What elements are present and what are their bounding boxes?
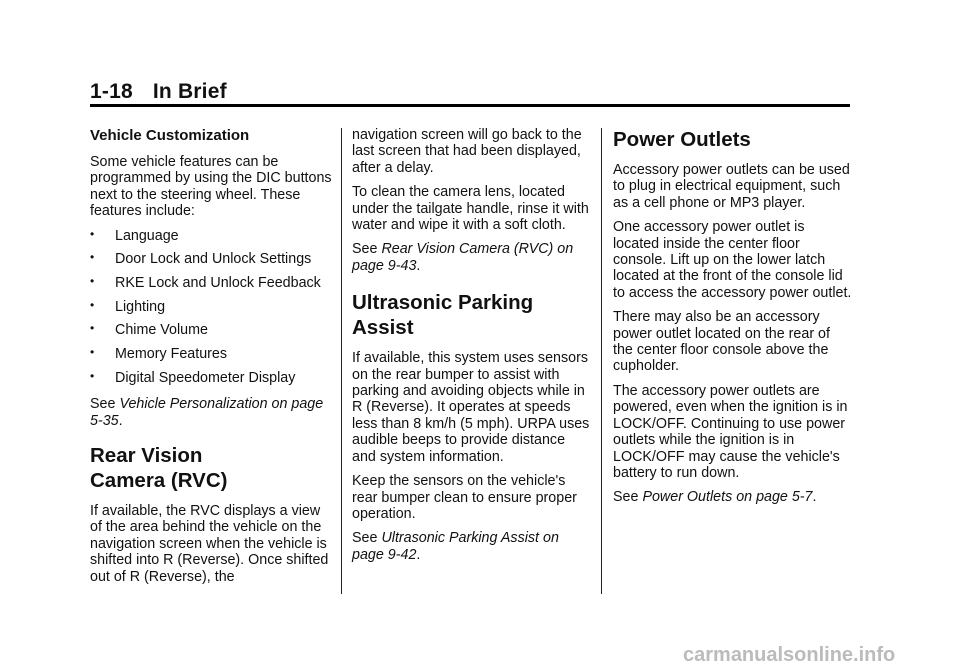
list-item xyxy=(90,346,336,362)
rear-power-outlet: There may also be an accessory power outlet located on the rear of the center floor console above the cupholder. xyxy=(613,309,830,375)
page-number: 1-18 xyxy=(90,80,133,103)
rvc-description-continued: navigation screen will go back to the last screen that had been displayed, after a delay. xyxy=(352,127,582,176)
cross-reference xyxy=(613,489,853,505)
rvc-heading-line1: Rear Vision xyxy=(90,444,203,468)
list-item xyxy=(90,228,336,244)
bullet-icon: • xyxy=(90,297,95,312)
period: . xyxy=(118,412,123,429)
camera-cleaning-text: To clean the camera lens, located under the tailgate handle, rinse it with water and wipe it with a soft cloth. xyxy=(352,184,589,234)
period: . xyxy=(416,546,421,563)
see-label: See xyxy=(352,530,378,547)
rvc-heading xyxy=(90,443,336,493)
feature-label: Language xyxy=(115,227,179,244)
reference-link[interactable]: Rear Vision Camera (RVC) on page 9-43 xyxy=(352,241,574,274)
reference-link[interactable]: Ultrasonic Parking Assist on page 9-42 xyxy=(352,530,559,563)
column-1 xyxy=(90,127,336,593)
column-divider xyxy=(341,128,342,594)
list-item xyxy=(90,275,336,291)
feature-label: RKE Lock and Unlock Feedback xyxy=(115,275,321,292)
vehicle-customization-heading: Vehicle Customization xyxy=(90,127,250,144)
bullet-icon: • xyxy=(90,250,95,265)
bullet-icon: • xyxy=(90,321,95,336)
feature-label: Lighting xyxy=(115,298,166,315)
column-2 xyxy=(352,127,592,571)
list-item xyxy=(90,322,336,338)
see-label: See xyxy=(613,489,639,506)
upa-maintenance-text: Keep the sensors on the vehicle's rear bumper clean to ensure proper operation. xyxy=(352,473,577,522)
list-item xyxy=(90,370,336,386)
list-item xyxy=(90,299,336,315)
bullet-icon: • xyxy=(90,368,95,383)
cross-reference xyxy=(90,396,336,429)
rvc-heading-line2: Camera (RVC) xyxy=(90,469,228,493)
power-outlets-intro: Accessory power outlets can be used to plug in electrical equipment, such as a cell phone or MP3 player. xyxy=(613,162,850,211)
watermark: carmanualsonline.info xyxy=(683,644,896,666)
feature-label: Memory Features xyxy=(115,346,228,363)
see-label: See xyxy=(90,396,116,413)
customization-intro: Some vehicle features can be programmed by using the DIC buttons next to the steering wheel. These features include: xyxy=(90,154,332,220)
rvc-description: If available, the RVC displays a view of the area behind the vehicle on the navigation screen when the vehicle is shifted into R (Reverse). Once shifted out of R (Reverse), the xyxy=(90,503,329,585)
header-rule xyxy=(90,104,850,107)
feature-label: Chime Volume xyxy=(115,322,208,339)
feature-list xyxy=(90,228,336,387)
feature-label: Digital Speedometer Display xyxy=(115,369,296,386)
cross-reference xyxy=(352,530,592,563)
bullet-icon: • xyxy=(90,274,95,289)
section-title: In Brief xyxy=(152,80,227,103)
column-3 xyxy=(613,127,853,514)
see-label: See xyxy=(352,241,378,258)
ultrasonic-parking-assist-heading: Ultrasonic Parking Assist xyxy=(352,291,534,340)
period: . xyxy=(416,257,421,274)
power-outlet-location: One accessory power outlet is located inside the center floor console. Lift up on the lower latch located at the front of the console lid to access the accessory power outlet. xyxy=(613,219,852,301)
reference-link[interactable]: Vehicle Personalization on page 5-35 xyxy=(90,396,324,429)
bullet-icon: • xyxy=(90,345,95,360)
power-outlet-ignition-note: The accessory power outlets are powered, even when the ignition is in LOCK/OFF. Continuing to use power outlets while the ignition is in LOCK/OFF may cause the vehicle's battery to run down. xyxy=(613,382,848,481)
page-header xyxy=(90,80,850,104)
feature-label: Door Lock and Unlock Settings xyxy=(115,251,312,268)
power-outlets-heading: Power Outlets xyxy=(613,128,751,151)
period: . xyxy=(812,489,817,506)
cross-reference xyxy=(352,241,592,274)
column-divider xyxy=(601,128,602,594)
reference-link[interactable]: Power Outlets on page 5-7 xyxy=(642,489,813,506)
upa-description: If available, this system uses sensors on the rear bumper to assist with parking and avoiding objects while in R (Reverse). It operates at speeds less than 8 km/h (5 mph). URPA uses audible beeps to provide distance and system information. xyxy=(352,350,590,465)
bullet-icon: • xyxy=(90,226,95,241)
list-item xyxy=(90,251,336,267)
